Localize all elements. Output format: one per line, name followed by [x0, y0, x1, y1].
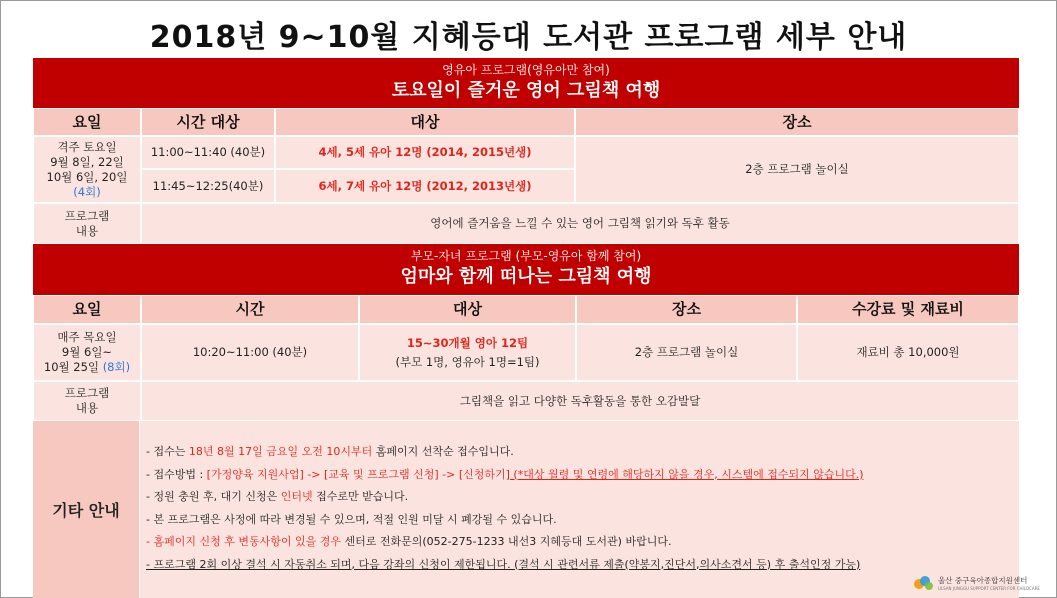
p1-content-label-1: 프로그램 [64, 208, 110, 223]
notice-line-6: - 프로그램 2회 이상 결석 시 자동취소 되며, 다음 강좌의 신청이 제한됩니다. (결석 시 관련서류 제출(약봉지,진단서,의사소견서 등) 후 출석인정 가능) [146, 557, 861, 571]
p1-day-line1: 격주 토요일 [57, 139, 117, 154]
notice-line-1-c: 홈페이지 선착순 접수입니다. [372, 445, 514, 458]
center-logo-icon [913, 574, 935, 592]
p2-target-sub: (부모 1명, 영유아 1명=1팀) [395, 354, 540, 369]
p2-day-count: (8회) [102, 360, 131, 374]
p2-target-cell [359, 324, 576, 381]
p1-header-place: 장소 [575, 108, 1019, 136]
notice-line-2-a: - 접수방법 : [146, 467, 207, 481]
notice-line-3-b: 인터넷 [280, 490, 313, 503]
p1-header-time-target: 시간 대상 [141, 108, 275, 136]
program2-subtitle: 부모-자녀 프로그램 (부모-영유아 함께 참여) [410, 249, 642, 263]
p2-content-label-1: 프로그램 [64, 386, 110, 400]
notice-line-3-c: 접수로만 받습니다. [312, 490, 409, 503]
notice-line-2-c: (*대상 월령 및 연령에 해당하지 않을 경우, 시스템에 접수되지 않습니다.) [509, 467, 864, 481]
p1-header-target: 대상 [275, 108, 575, 136]
p2-header-time: 시간 [141, 295, 359, 324]
p1-session2-target: 6세, 7세 유아 12명 (2012, 2013년생) [275, 169, 575, 203]
p1-session1-target: 4세, 5세 유아 12명 (2014, 2015년생) [275, 136, 575, 169]
p2-target-main: 15~30개월 영아 12팀 [406, 335, 529, 350]
program2-banner [33, 244, 1019, 295]
p2-header-target: 대상 [359, 295, 576, 324]
p2-day-line2: 9월 6일~ [61, 345, 113, 359]
notice-line-3 [146, 486, 1019, 509]
p2-day-cell [33, 324, 141, 381]
p2-place: 2층 프로그램 놀이실 [576, 324, 797, 381]
program1-subtitle: 영유아 프로그램(영유아만 참여) [442, 63, 610, 77]
p1-day-line3: 10월 6일, 20일 [46, 169, 128, 184]
p1-header-day: 요일 [33, 108, 141, 136]
notice-label: 기타 안내 [33, 421, 140, 598]
notice-line-1 [146, 441, 1019, 464]
p2-header-place: 장소 [576, 295, 797, 324]
program2-table [33, 295, 1019, 421]
page-title: 2018년 9~10월 지혜등대 도서관 프로그램 세부 안내 [149, 20, 908, 55]
notice-line-2 [146, 464, 1019, 487]
notice-line-3-a: - 정원 충원 후, 대기 신청은 [146, 490, 281, 503]
notice-line-2-b: [가정양육 지원사업] -> [교육 및 프로그램 신청] -> [신청하기] [206, 467, 510, 481]
notice-line-1-a: - 접수는 [146, 445, 189, 458]
p1-day-cell [33, 136, 141, 203]
notice-line-5 [146, 531, 1019, 554]
p2-content-label-2: 내용 [75, 401, 99, 415]
program1-table [33, 108, 1019, 244]
notice-section [33, 421, 1019, 598]
p1-session2-time: 11:45~12:25(40분) [141, 169, 275, 203]
program2-name: 엄마와 함께 떠나는 그림책 여행 [400, 266, 652, 287]
p1-place: 2층 프로그램 놀이실 [575, 136, 1019, 203]
notice-body [140, 421, 1019, 598]
p1-content-label [33, 203, 141, 244]
p1-content: 영어에 즐거움을 느낄 수 있는 영어 그림책 읽기와 독후 활동 [141, 203, 1019, 244]
p1-day-count: (4회) [73, 184, 101, 199]
center-logo-english: ULSAN JUNGGU SUPPORT CENTER FOR CHILDCARE [938, 586, 1040, 591]
center-logo [913, 572, 1051, 594]
notice-line-5-b: 센터로 전화문의(052-275-1233 내선3 지혜등대 도서관) 바랍니다. [340, 535, 672, 548]
notice-line-5-a: - 홈페이지 신청 후 변동사항이 있을 경우 [146, 535, 341, 548]
p2-fee: 재료비 총 10,000원 [797, 324, 1019, 381]
p2-content: 그림책을 읽고 다양한 독후활동을 통한 오감발달 [141, 381, 1019, 421]
p2-header-day: 요일 [33, 295, 141, 324]
p2-content-label [33, 381, 141, 421]
p2-day-line1: 매주 목요일 [57, 330, 117, 344]
p1-session1-time: 11:00~11:40 (40분) [141, 136, 275, 169]
p2-time: 10:20~11:00 (40분) [141, 324, 359, 381]
notice-line-1-b: 18년 8월 17일 금요일 오전 10시부터 [188, 445, 373, 458]
p1-content-label-2: 내용 [75, 223, 99, 238]
program1-name: 토요일이 즐거운 영어 그림책 여행 [391, 80, 661, 101]
center-logo-name: 울산 중구육아종합지원센터 [938, 576, 1028, 585]
p2-header-fee: 수강료 및 재료비 [797, 295, 1019, 324]
p2-day-line3: 10월 25일 [43, 360, 100, 374]
notice-line-4: - 본 프로그램은 사정에 따라 변경될 수 있으며, 적절 인원 미달 시 폐강될 수 있습니다. [146, 512, 557, 526]
program1-banner [33, 58, 1019, 108]
p1-day-line2: 9월 8일, 22일 [50, 154, 124, 169]
